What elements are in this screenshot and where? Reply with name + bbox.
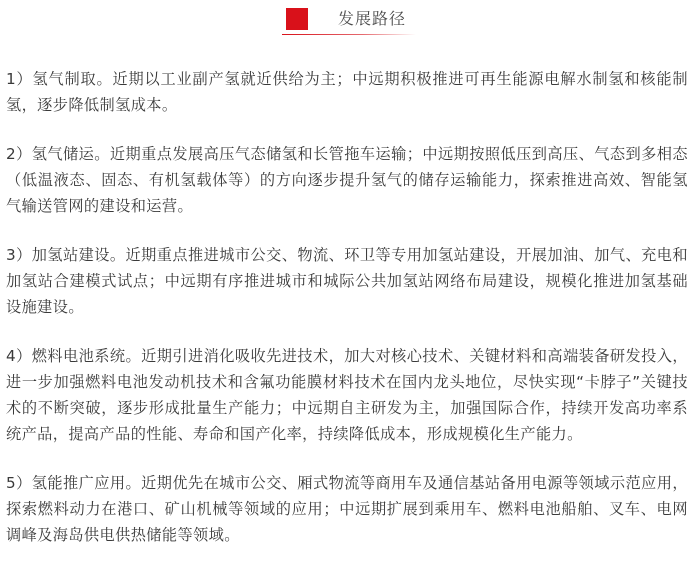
section-title: 发展路径 — [338, 9, 407, 28]
paragraph-hydrogen-application: 5）氢能推广应用。近期优先在城市公交、厢式物流等商用车及通信基站备用电源等领域示范应用，探索燃料动力在港口、矿山机械等领域的应用；中远期扩展到乘用车、燃料电池船舶、叉车、电网调峰及海岛供电供热储能等领域。 — [6, 474, 688, 544]
article-body — [6, 66, 688, 571]
title-underline — [282, 34, 416, 35]
paragraph-hydrogen-storage: 2）氢气储运。近期重点发展高压气态储氢和长管拖车运输；中远期按照低压到高压、气态到多相态（低温液态、固态、有机氢载体等）的方向逐步提升氢气的储存运输能力，探索推进高效、智能氢气输送管网的建设和运营。 — [6, 145, 688, 215]
paragraph-refueling-stations: 3）加氢站建设。近期重点推进城市公交、物流、环卫等专用加氢站建设，开展加油、加气、充电和加氢站合建模式试点；中远期有序推进城市和城际公共加氢站网络布局建设，规模化推进加氢基础设施建设。 — [6, 246, 688, 316]
paragraph-fuel-cell-system: 4）燃料电池系统。近期引进消化吸收先进技术，加大对核心技术、关键材料和高端装备研发投入，进一步加强燃料电池发动机技术和含氟功能膜材料技术在国内龙头地位，尽快实现“卡脖子”关键技术的不断突破，逐步形成批量生产能力；中远期自主研发为主，加强国际合作，持续开发高功率系统产品，提高产品的性能、寿命和国产化率，持续降低成本，形成规模化生产能力。 — [6, 347, 688, 443]
paragraph-hydrogen-production: 1）氢气制取。近期以工业副产氢就近供给为主；中远期积极推进可再生能源电解水制氢和核能制氢，逐步降低制氢成本。 — [6, 70, 688, 114]
red-square-icon — [286, 8, 308, 30]
section-header — [282, 8, 422, 36]
